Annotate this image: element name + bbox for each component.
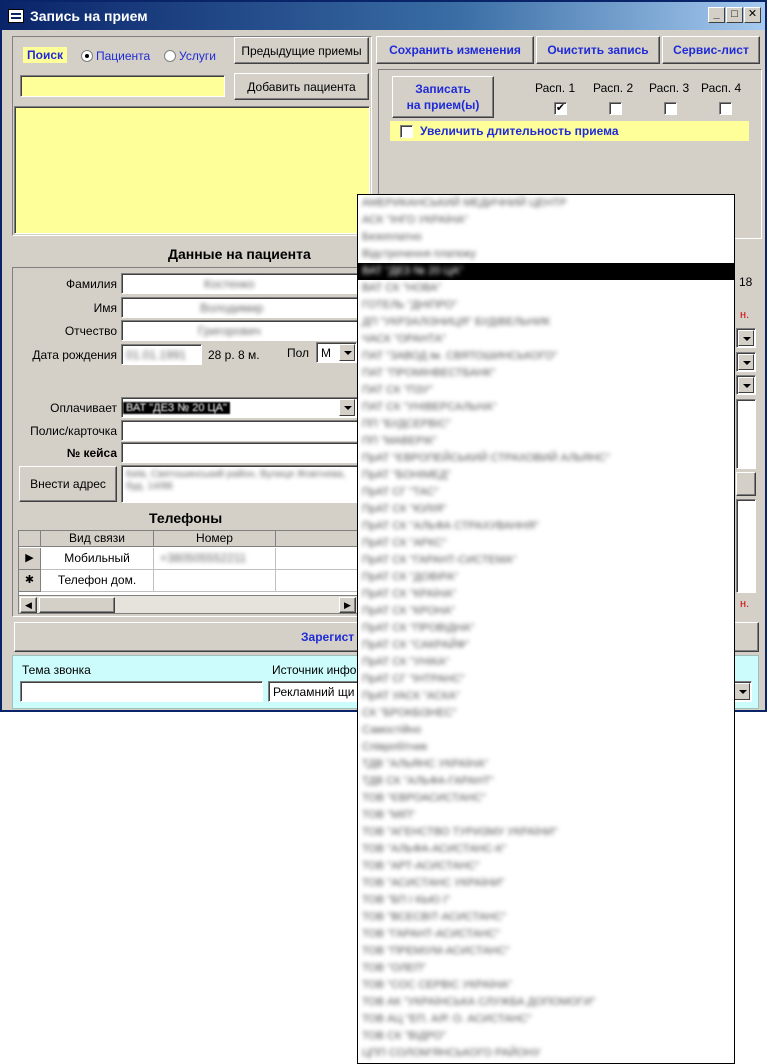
dropdown-option[interactable]: [358, 688, 734, 705]
book-appointment-button[interactable]: Записать на прием(ы): [392, 76, 494, 118]
dropdown-option[interactable]: [358, 824, 734, 841]
dropdown-option-label: ПрАТ "ЄВРОПЕЙСЬКИЙ СТРАХОВИЙ АЛЬЯНС": [362, 452, 610, 464]
middle-name-label: Отчество: [64, 324, 117, 338]
policy-field[interactable]: [121, 420, 359, 441]
dropdown-option[interactable]: [358, 705, 734, 722]
grid-horizontal-scrollbar[interactable]: [19, 595, 357, 613]
dropdown-option-label: Безоплатно: [362, 231, 422, 243]
info-source-select[interactable]: Рекламний щи: [268, 681, 752, 702]
dob-field[interactable]: 01.01.1991: [121, 344, 202, 365]
right-button[interactable]: [736, 472, 756, 496]
first-name-field[interactable]: Володимир: [121, 297, 359, 318]
radio-patients[interactable]: Пациента: [81, 49, 150, 63]
grid-extra-header: [276, 531, 359, 547]
dropdown-option[interactable]: [358, 858, 734, 875]
schedule-4-label: Расп. 4: [701, 81, 742, 95]
dropdown-option[interactable]: [358, 569, 734, 586]
dropdown-option-label: ПрАТ СК "ДОВІРА": [362, 571, 458, 583]
form-icon: [8, 9, 24, 23]
dropdown-option-label: ТОВ АЦ "ЕП. А/Р. О. АСИСТАНС": [362, 1013, 532, 1025]
right-select-3[interactable]: [736, 375, 756, 395]
dropdown-option[interactable]: [358, 603, 734, 620]
dropdown-option-label: ПрАТ СК "ГАРАНТ-СИСТЕМА": [362, 554, 517, 566]
dropdown-option-label: ПрАТ СК "АЛЬФА СТРАХУВАННЯ": [362, 520, 539, 532]
save-changes-button[interactable]: Сохранить изменения: [376, 36, 534, 64]
scroll-right-icon[interactable]: ▶: [339, 597, 356, 613]
dropdown-option[interactable]: [358, 620, 734, 637]
dropdown-option[interactable]: [358, 263, 734, 280]
dropdown-option-label: СК "БРОКБІЗНЕС": [362, 707, 457, 719]
dropdown-option-label: ТОВ СК "ВІДРО": [362, 1030, 446, 1042]
info-source-label: Источник инфо: [272, 663, 357, 677]
dropdown-option-label: ТОВ "ЄВРОАСИСТАНС": [362, 792, 486, 804]
dropdown-option-label: ПАТ "ПРОМІНВЕСТБАНК": [362, 367, 496, 379]
dropdown-option[interactable]: [358, 790, 734, 807]
chevron-down-icon[interactable]: [738, 354, 754, 370]
title-bar: [2, 2, 765, 30]
maximize-icon[interactable]: □: [726, 7, 743, 23]
dropdown-option[interactable]: [358, 348, 734, 365]
schedule-3-label: Расп. 3: [649, 81, 690, 95]
dropdown-option[interactable]: [358, 535, 734, 552]
chevron-down-icon[interactable]: [734, 683, 750, 700]
enter-address-button[interactable]: Внести адрес: [19, 466, 117, 502]
phone-number-cell[interactable]: +380505552211: [154, 548, 276, 570]
right-textarea[interactable]: [736, 399, 756, 469]
dropdown-option[interactable]: [358, 365, 734, 382]
case-label: № кейса: [66, 446, 117, 460]
first-name-label: Имя: [93, 301, 117, 315]
dropdown-option-label: ТОВ "АЛЬФА-АСИСТАНС-К": [362, 843, 507, 855]
dropdown-option-label: ПрАТ СК "АРКС": [362, 537, 447, 549]
phone-number-cell[interactable]: [154, 570, 276, 592]
dropdown-option[interactable]: [358, 280, 734, 297]
dropdown-option-label: ТОВ "ГАРАНТ-АСИСТАНС": [362, 928, 500, 940]
dropdown-option[interactable]: [358, 960, 734, 977]
patient-section-title: Данные на пациента: [168, 246, 311, 262]
dropdown-option-label: ТОВ "АГЕНСТВО ТУРИЗМУ УКРАЇНИ": [362, 826, 558, 838]
dropdown-option[interactable]: [358, 654, 734, 671]
address-field[interactable]: Київ, Святошинський район, Вулиця Жовтнева, буд. 14/88: [121, 465, 359, 503]
dropdown-option-label: ТОВ "ВСЕСВІТ-АСИСТАНС": [362, 911, 507, 923]
dropdown-option-label: ТДВ СК "АЛЬФА-ГАРАНТ": [362, 775, 494, 787]
dropdown-option-label: ТДВ "АЛЬЯНС УКРАЇНА": [362, 758, 489, 770]
last-name-label: Фамилия: [66, 277, 117, 291]
radio-on-icon: [81, 50, 93, 62]
dropdown-option-label: АМЕРИКАНСЬКИЙ МЕДИЧНИЙ ЦЕНТР: [362, 197, 567, 209]
dropdown-option-label: ПрАТ СК "ЮЛІЯ": [362, 503, 447, 515]
dropdown-option[interactable]: [358, 671, 734, 688]
chevron-down-icon[interactable]: [738, 330, 754, 346]
red-note-2: н.: [740, 598, 750, 610]
phone-type-header: Вид связи: [41, 531, 154, 547]
dropdown-option-label: ПрАТ СК "ПРОВІДНА": [362, 622, 475, 634]
radio-services[interactable]: Услуги: [164, 49, 216, 63]
last-name-field[interactable]: Костенко: [121, 273, 359, 294]
dropdown-option[interactable]: [358, 994, 734, 1011]
dropdown-option-label: Самостійно: [362, 724, 422, 736]
add-patient-button[interactable]: Добавить пациента: [234, 73, 369, 100]
dropdown-option[interactable]: [358, 739, 734, 756]
dropdown-option[interactable]: [358, 1011, 734, 1028]
right-select-2[interactable]: [736, 352, 756, 372]
dropdown-option-label: ПрАТ СК "САКРАЙФ": [362, 639, 470, 651]
dropdown-option[interactable]: [358, 722, 734, 739]
service-list-button[interactable]: Сервис-лист: [662, 36, 760, 64]
register-button[interactable]: Зарегист: [14, 622, 759, 652]
phones-grid[interactable]: [18, 530, 358, 614]
chevron-down-icon[interactable]: [339, 344, 355, 361]
minimize-icon[interactable]: _: [708, 7, 725, 23]
dropdown-option[interactable]: [358, 552, 734, 569]
extend-duration-label: Увеличить длительность приема: [420, 124, 619, 138]
dropdown-option-label: ПАТ СК "УНІВЕРСАЛЬНА": [362, 401, 497, 413]
current-row-icon[interactable]: ▶: [19, 548, 41, 570]
dropdown-option[interactable]: [358, 246, 734, 263]
dropdown-option[interactable]: [358, 892, 734, 909]
extend-duration-checkbox[interactable]: [400, 125, 413, 138]
scroll-thumb[interactable]: [39, 597, 115, 613]
dropdown-option[interactable]: [358, 467, 734, 484]
grid-corner: [19, 531, 41, 547]
schedule-2-checkbox[interactable]: [609, 102, 622, 115]
search-label: Поиск: [23, 47, 67, 63]
dropdown-option-label: ВАТ "ДЕЗ № 20 ЦА": [362, 265, 463, 277]
dropdown-option[interactable]: [358, 637, 734, 654]
close-icon[interactable]: ✕: [744, 7, 761, 23]
extend-duration-row[interactable]: [390, 121, 749, 141]
dropdown-option[interactable]: [358, 943, 734, 960]
dropdown-option[interactable]: [358, 841, 734, 858]
dropdown-option[interactable]: [358, 1045, 734, 1062]
phone-extra-cell[interactable]: [276, 570, 359, 592]
case-field[interactable]: [121, 442, 359, 463]
dropdown-option-label: Співробітник: [362, 741, 428, 753]
dropdown-option-label: ТОВ "АСИСТАНС УКРАЇНИ": [362, 877, 505, 889]
dropdown-option-label: ПрАТ СГ "ТАС": [362, 486, 439, 498]
dropdown-option[interactable]: [358, 382, 734, 399]
sex-label: Пол: [287, 346, 310, 360]
dropdown-option-label: ПрАТ "БОНІМЕД": [362, 469, 451, 481]
policy-label: Полис/карточка: [30, 424, 117, 438]
dropdown-option[interactable]: [358, 195, 734, 212]
dropdown-option[interactable]: [358, 399, 734, 416]
age-text: 28 р. 8 м.: [208, 348, 260, 362]
dropdown-option-label: ПАТ СК "ПЗУ": [362, 384, 433, 396]
dropdown-option-label: ТОВ "ПРЕМІУМ-АСИСТАНС": [362, 945, 510, 957]
dropdown-option[interactable]: [358, 875, 734, 892]
dropdown-option-label: ТОВ АК "УКРАЇНСЬКА СЛУЖБА ДОПОМОГИ": [362, 996, 596, 1008]
dropdown-option[interactable]: [358, 518, 734, 535]
schedule-1-checkbox[interactable]: ✔: [555, 102, 566, 114]
dropdown-option[interactable]: [358, 1028, 734, 1045]
call-topic-label: Тема звонка: [22, 663, 91, 677]
phone-number-header: Номер: [154, 531, 276, 547]
dropdown-option[interactable]: [358, 807, 734, 824]
phone-extra-cell[interactable]: [276, 548, 359, 570]
dropdown-option[interactable]: [358, 314, 734, 331]
dropdown-option[interactable]: [358, 297, 734, 314]
right-textarea-2[interactable]: [736, 499, 756, 593]
schedule-2-label: Расп. 2: [593, 81, 634, 95]
phone-type-cell[interactable]: Мобильный: [41, 548, 154, 570]
dropdown-option[interactable]: [358, 331, 734, 348]
dropdown-option-label: ЦПП СОЛОМ'ЯНСЬКОГО РАЙОНУ: [362, 1047, 541, 1059]
schedule-1-label: Расп. 1: [535, 81, 576, 95]
dropdown-option-label: ПрАТ УАСК "АСКА": [362, 690, 460, 702]
red-note-1: н.: [740, 309, 750, 321]
dropdown-option-label: ТОВ "БП І КЬЮ І": [362, 894, 451, 906]
dropdown-option[interactable]: [358, 501, 734, 518]
right-select-1[interactable]: [736, 328, 756, 348]
schedule-3-checkbox[interactable]: [664, 102, 677, 115]
new-row-icon[interactable]: ✱: [19, 570, 41, 592]
dropdown-option[interactable]: [358, 484, 734, 501]
middle-name-field[interactable]: Григорович: [121, 320, 359, 341]
dropdown-option-label: ПрАТ СК "УНІКА": [362, 656, 450, 668]
dropdown-option-label: ТОВ "ОЛЕП": [362, 962, 426, 974]
phone-type-cell[interactable]: Телефон дом.: [41, 570, 154, 592]
time-fragment: 18: [739, 275, 753, 289]
dropdown-option[interactable]: [358, 909, 734, 926]
dropdown-option[interactable]: [358, 586, 734, 603]
window-title: Запись на прием: [30, 8, 148, 24]
payer-label: Оплачивает: [50, 401, 117, 415]
previous-visits-button[interactable]: Предыдущие приемы: [234, 37, 369, 64]
dropdown-option-label: ГОТЕЛЬ "ДНІПРО": [362, 299, 458, 311]
phones-title: Телефоны: [149, 510, 223, 526]
call-topic-select[interactable]: [20, 681, 263, 702]
dropdown-option-label: ТОВ "СОС СЕРВІС УКРАЇНА": [362, 979, 512, 991]
dropdown-option-label: ПрАТ СГ "ІНТРАНС": [362, 673, 465, 685]
dropdown-option[interactable]: [358, 450, 734, 467]
dropdown-option-label: ПП "БУДСЕРВІС": [362, 418, 451, 430]
dropdown-option[interactable]: [358, 229, 734, 246]
search-results-list[interactable]: [14, 106, 370, 234]
sex-select[interactable]: М: [316, 342, 357, 363]
scroll-left-icon[interactable]: ◀: [20, 597, 37, 613]
chevron-down-icon[interactable]: [738, 377, 754, 393]
radio-off-icon: [164, 50, 176, 62]
dropdown-option-label: ДП "УКРЗАЛІЗНИЦЯ" БУДІВЕЛЬНИК: [362, 316, 551, 328]
payer-select[interactable]: ВАТ "ДЕЗ № 20 ЦА": [121, 397, 359, 418]
dob-label: Дата рождения: [32, 348, 117, 362]
dropdown-option-label: Відстрочення платежу: [362, 248, 476, 260]
chevron-down-icon[interactable]: [339, 399, 355, 416]
dropdown-option[interactable]: [358, 212, 734, 229]
dropdown-option-label: АСК "ІНГО УКРАЇНА": [362, 214, 468, 226]
dropdown-option-label: ЧАСК "ОРАНТА": [362, 333, 446, 345]
dropdown-option-label: ПП "МАВЕРІК": [362, 435, 437, 447]
dropdown-option-label: ПАТ "ЗАВОД ім. СВЯТОШИНСЬКОГО": [362, 350, 558, 362]
dropdown-option-label: ТОВ "АРТ-АСИСТАНС": [362, 860, 480, 872]
search-input[interactable]: [20, 75, 225, 97]
schedule-4-checkbox[interactable]: [719, 102, 732, 115]
dropdown-option[interactable]: [358, 926, 734, 943]
dropdown-option[interactable]: [358, 977, 734, 994]
dropdown-option-label: ПрАТ СК "КРАЇНА": [362, 588, 457, 600]
clear-record-button[interactable]: Очистить запись: [536, 36, 660, 64]
dropdown-option[interactable]: [358, 756, 734, 773]
dropdown-option[interactable]: [358, 773, 734, 790]
payer-dropdown-list[interactable]: [357, 194, 735, 1064]
dropdown-option-label: ПрАТ СК "КРОНА": [362, 605, 455, 617]
dropdown-option-label: ВАТ СК "НОВА": [362, 282, 442, 294]
dropdown-option[interactable]: [358, 433, 734, 450]
dropdown-option-label: ТОВ "МІП": [362, 809, 416, 821]
dropdown-option[interactable]: [358, 416, 734, 433]
